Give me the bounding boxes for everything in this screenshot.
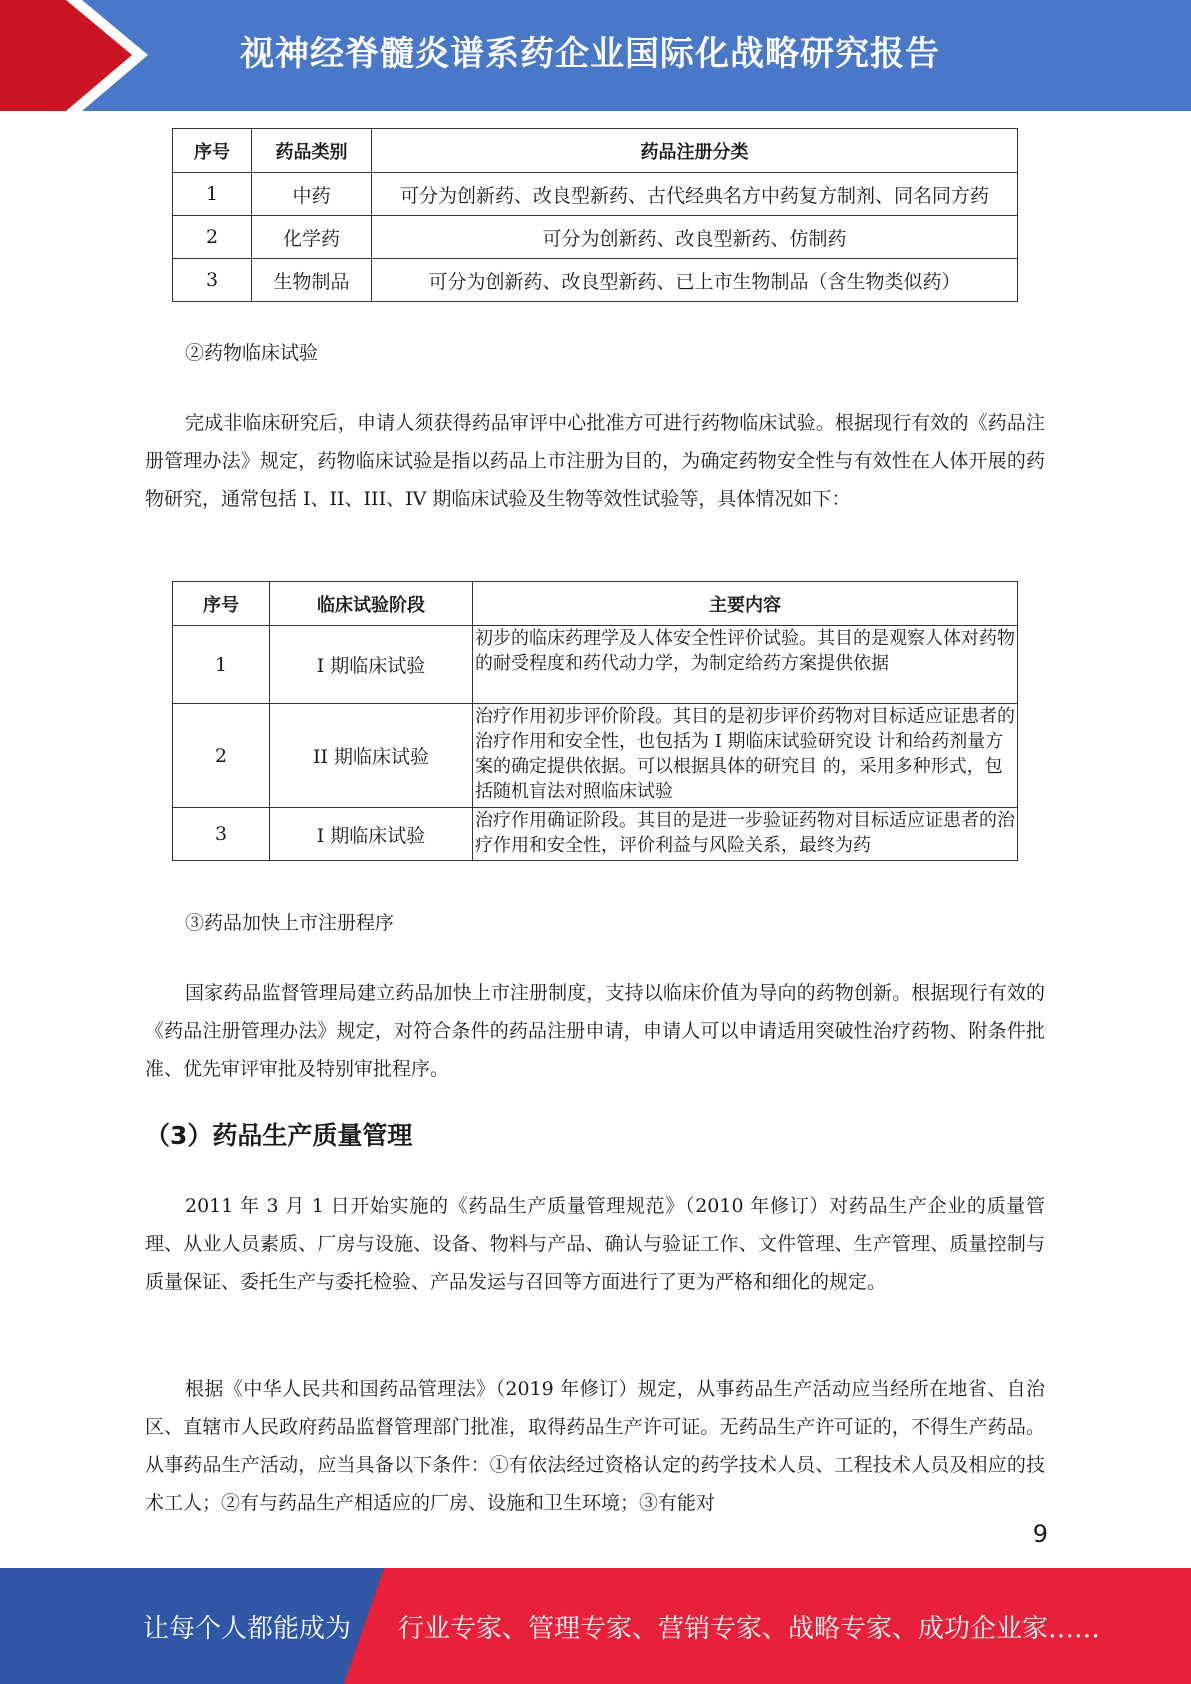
table-cell: 可分为创新药、改良型新药、已上市生物制品（含生物类似药） <box>372 259 1018 302</box>
table-cell: 3 <box>173 808 270 861</box>
table-header-row <box>173 129 1018 173</box>
table-header-cell: 序号 <box>173 582 270 626</box>
table-cell: 可分为创新药、改良型新药、古代经典名方中药复方制剂、同名同方药 <box>372 173 1018 216</box>
table-row <box>173 173 1018 216</box>
table-cell: 中药 <box>252 173 372 216</box>
table-header-cell: 主要内容 <box>473 582 1018 626</box>
table-cell: 初步的临床药理学及人体安全性评价试验。其目的是观察人体对药物的耐受程度和药代动力学，为制定给药方案提供依据 <box>473 626 1018 704</box>
paragraph-drug-administration-law: 根据《中华人民共和国药品管理法》（2019 年修订）规定，从事药品生产活动应当经所在地省、自治区、直辖市人民政府药品监督管理部门批准，取得药品生产许可证。无药品生产许可证的，不得生产药品。从事药品生产活动，应当具备以下条件：①有依法经过资格认定的药学技术人员、工程技术人员及相应的技术工人；②有与药品生产相适应的厂房、设施和卫生环境；③有能对 <box>145 1378 1045 1514</box>
table-cell: 2 <box>173 216 252 259</box>
table-row <box>173 216 1018 259</box>
table-cell: I 期临床试验 <box>270 626 473 704</box>
table-row <box>173 704 1018 808</box>
footer-slogan-left: 让每个人都能成为 <box>143 1614 352 1644</box>
table-cell: I 期临床试验 <box>270 808 473 861</box>
table-cell: 治疗作用确证阶段。其目的是进一步验证药物对目标适应证患者的治疗作用和安全性，评价利益与风险关系，最终为药 <box>473 808 1018 861</box>
paragraph-clinical-trials: 完成非临床研究后，申请人须获得药品审评中心批准方可进行药物临床试验。根据现行有效的《药品注册管理办法》规定，药物临床试验是指以药品上市注册为目的，为确定药物安全性与有效性在人体开展的药物研究，通常包括 I、II、III、IV 期临床试验及生物等效性试验等，具体情况如下： <box>145 412 1045 510</box>
table-row <box>173 626 1018 704</box>
table-cell: 化学药 <box>252 216 372 259</box>
table-cell: 生物制品 <box>252 259 372 302</box>
section-subtitle-clinical-trials: ②药物临床试验 <box>185 342 319 364</box>
table-cell: 2 <box>173 704 270 808</box>
table-cell: II 期临床试验 <box>270 704 473 808</box>
table-header-cell: 临床试验阶段 <box>270 582 473 626</box>
table-header-cell: 序号 <box>173 129 252 173</box>
table-cell: 治疗作用初步评价阶段。其目的是初步评价药物对目标适应证患者的治疗作用和安全性，也包括为 I 期临床试验研究设 计和给药剂量方案的确定提供依据。可以根据具体的研究目 的，采用多种形式，包括随机盲法对照临床试验 <box>473 704 1018 808</box>
page-footer <box>0 1568 1191 1684</box>
table-cell: 1 <box>173 626 270 704</box>
section-heading-production-quality: （3）药品生产质量管理 <box>145 1121 413 1150</box>
table-header-cell: 药品注册分类 <box>372 129 1018 173</box>
paragraph-gmp: 2011 年 3 月 1 日开始实施的《药品生产质量管理规范》（2010 年修订）对药品生产企业的质量管理、从业人员素质、厂房与设施、设备、物料与产品、确认与验证工作、文件管理、生产管理、质量控制与质量保证、委托生产与委托检验、产品发运与召回等方面进行了更为严格和细化的规定。 <box>145 1195 1045 1293</box>
header-chevron-decoration <box>0 0 150 111</box>
header-title: 视神经脊髓炎谱系药企业国际化战略研究报告 <box>240 34 940 74</box>
table-row <box>173 808 1018 861</box>
table-row <box>173 259 1018 302</box>
table-cell: 可分为创新药、改良型新药、仿制药 <box>372 216 1018 259</box>
drug-registration-table <box>172 128 1018 302</box>
paragraph-accelerated-registration: 国家药品监督管理局建立药品加快上市注册制度，支持以临床价值为导向的药物创新。根据现行有效的《药品注册管理办法》规定，对符合条件的药品注册申请，申请人可以申请适用突破性治疗药物、附条件批准、优先审评审批及特别审批程序。 <box>145 982 1045 1080</box>
section-subtitle-accelerated-registration: ③药品加快上市注册程序 <box>185 912 395 934</box>
table-cell: 3 <box>173 259 252 302</box>
footer-slogan-right: 行业专家、管理专家、营销专家、战略专家、成功企业家…… <box>398 1614 1101 1644</box>
page-header <box>0 0 1191 111</box>
table-cell: 1 <box>173 173 252 216</box>
table-header-cell: 药品类别 <box>252 129 372 173</box>
page-number: 9 <box>1032 1520 1048 1548</box>
clinical-trial-phase-table <box>172 581 1018 861</box>
table-header-row <box>173 582 1018 626</box>
